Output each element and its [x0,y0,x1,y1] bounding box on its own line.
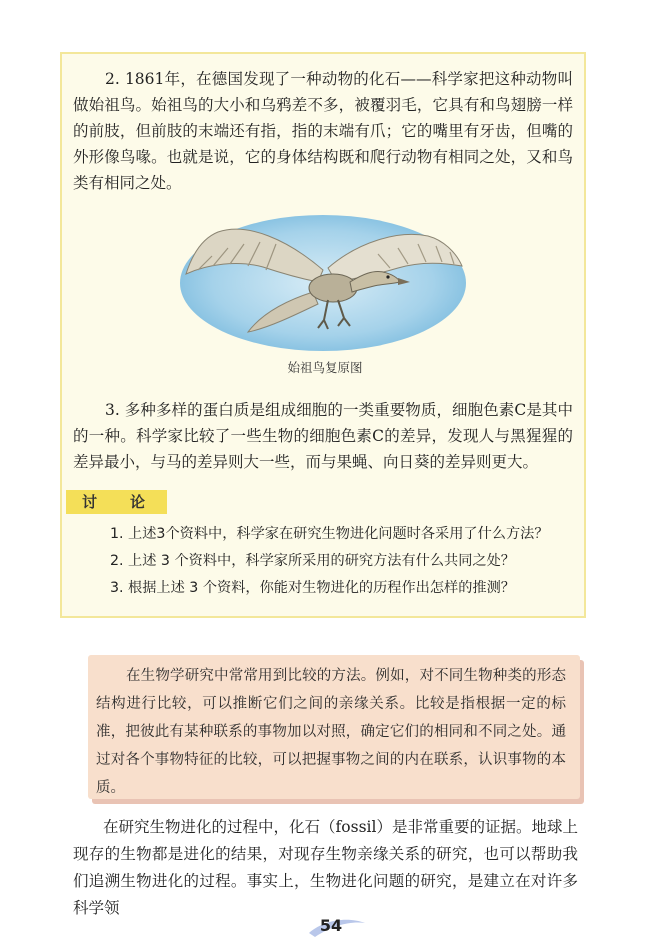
discussion-heading-char-1: 讨 [82,493,98,511]
material-2-paragraph: 2. 1861年，在德国发现了一种动物的化石——科学家把这种动物叫做始祖鸟。始祖鸟的大小和乌鸦差不多，被覆羽毛，它具有和鸟翅膀一样的前肢，但前肢的末端还有指，指的末端有爪；它的嘴里有牙齿，但嘴的外形像鸟喙。也就是说，它的身体结构既和爬行动物有相同之处，又和鸟类有相同之处。 [73,70,573,192]
fossil-evidence-paragraph: 在研究生物进化的过程中，化石（fossil）是非常重要的证据。地球上现存的生物都是进化的结果，对现存生物亲缘关系的研究，也可以帮助我们追溯生物进化的过程。事实上，生物进化问题的研究，是建立在对许多科学领 [73,818,578,917]
material-3-paragraph: 3. 多种多样的蛋白质是组成细胞的一类重要物质，细胞色素C是其中的一种。科学家比较了一些生物的细胞色素C的差异，发现人与黑猩猩的差异最小，与马的差异则大一些，而与果蝇、向日葵的差异则更大。 [73,401,573,471]
figure-caption: 始祖鸟复原图 [287,360,363,375]
discussion-heading-char-2: 论 [130,493,146,511]
discussion-question-3: 3. 根据上述 3 个资料，你能对生物进化的历程作出怎样的推测？ [110,580,515,596]
page-number: 54 [319,916,343,935]
page-number-badge [305,913,367,939]
archaeopteryx-illustration [178,212,468,354]
discussion-heading [66,490,167,514]
comparison-method-text: 在生物学研究中常常用到比较的方法。例如，对不同生物种类的形态结构进行比较，可以推断它们之间的亲缘关系。比较是指根据一定的标准，把彼此有某种联系的事物加以对照，确定它们的相同和不同之处。通过对各个事物特征的比较，可以把握事物之间的内在联系，认识事物的本质。 [96,668,566,796]
discussion-question-1: 1. 上述3个资料中，科学家在研究生物进化问题时各采用了什么方法？ [110,526,549,542]
discussion-question-2: 2. 上述 3 个资料中，科学家所采用的研究方法有什么共同之处？ [110,553,515,569]
